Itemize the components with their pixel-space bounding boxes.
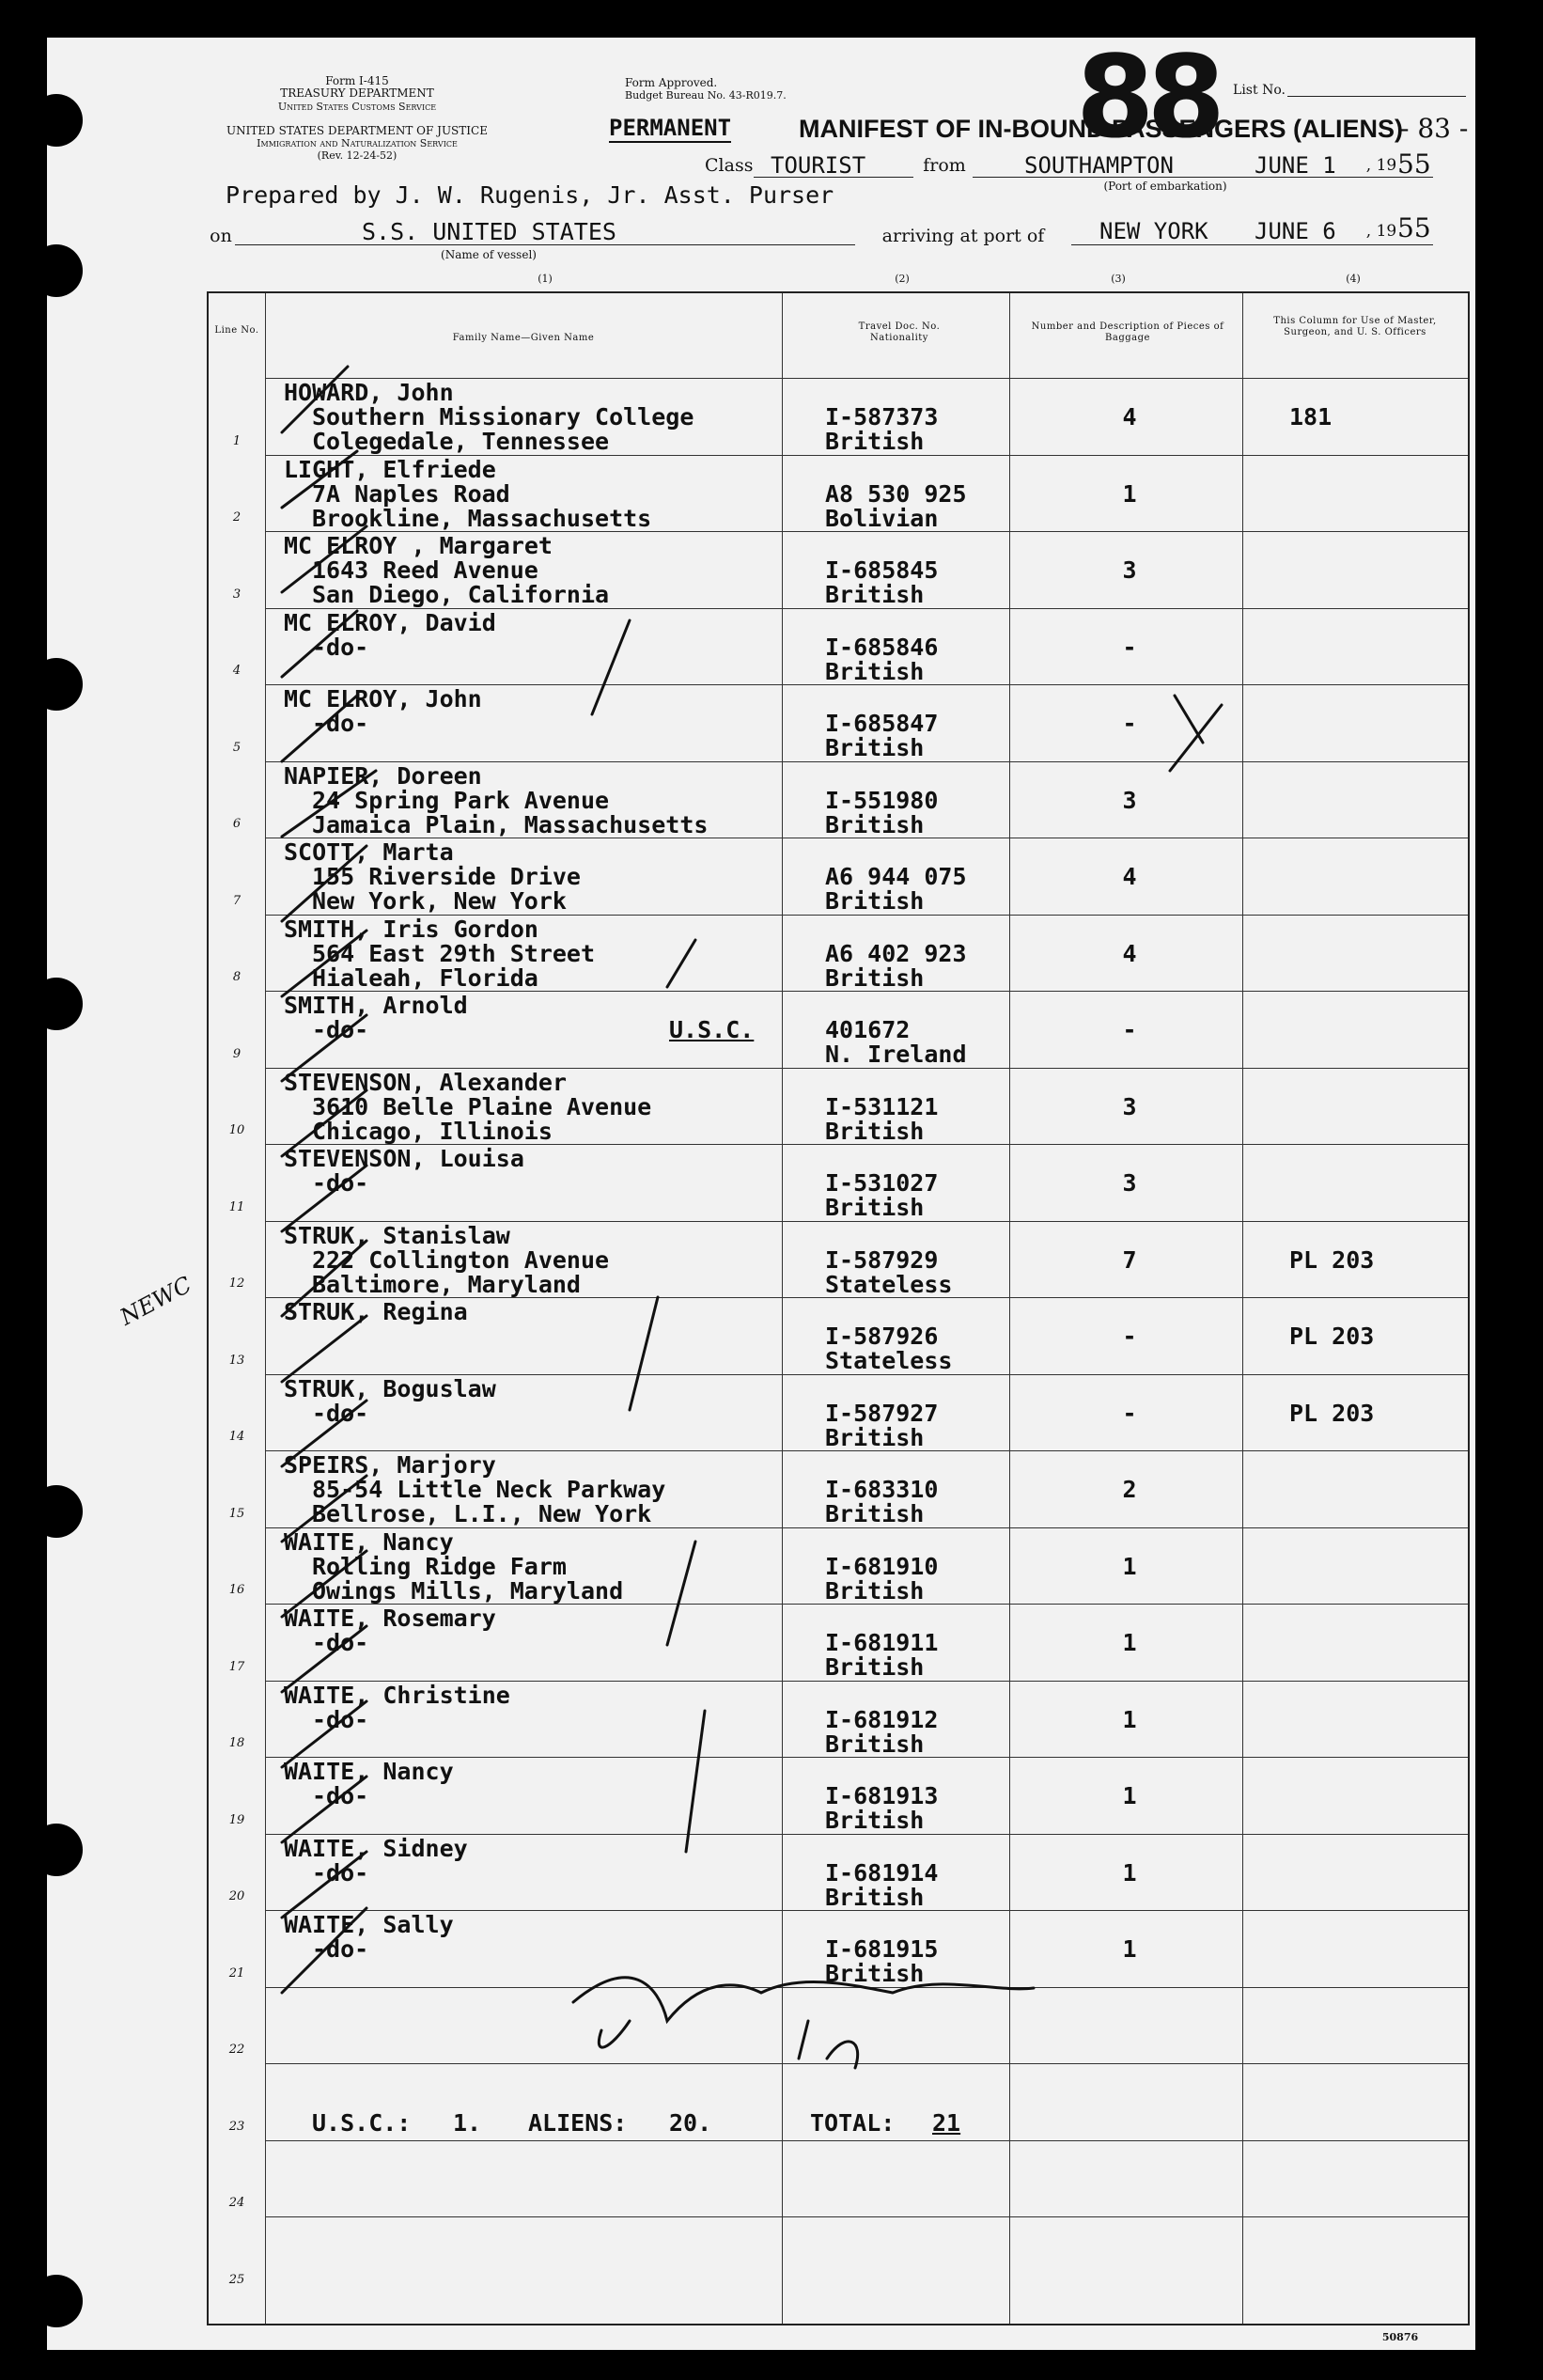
header-travel-doc: Travel Doc. No. Nationality: [858, 321, 941, 343]
nationality: British: [825, 1807, 925, 1834]
address-line-1: 24 Spring Park Avenue: [312, 786, 610, 814]
col-num-4: (4): [1346, 273, 1361, 285]
nationality: British: [825, 1653, 925, 1681]
baggage-count: 3: [1122, 786, 1137, 814]
page-number: - 83 -: [1400, 113, 1469, 144]
address-line-1: -do-: [312, 1858, 369, 1887]
officer-note: PL 203: [1289, 1245, 1375, 1274]
nationality: British: [825, 1194, 925, 1221]
line-number: 10: [228, 1123, 245, 1137]
header-baggage: Number and Description of Pieces of Baggage: [1031, 321, 1224, 343]
address-line-1: 155 Riverside Drive: [312, 863, 581, 890]
baggage-count: 2: [1122, 1476, 1137, 1503]
address-line-1: -do-: [312, 1629, 369, 1656]
baggage-count: 3: [1122, 1169, 1137, 1197]
address-line-2: Owings Mills, Maryland: [312, 1576, 624, 1605]
manifest-title: MANIFEST OF IN-BOUND PASSENGERS (ALIENS): [799, 115, 1404, 143]
passenger-name: HOWARD, John: [284, 379, 454, 406]
address-line-1: Southern Missionary College: [312, 403, 694, 431]
passenger-name: STEVENSON, Alexander: [284, 1068, 568, 1096]
address-line-1: 1643 Reed Avenue: [312, 556, 538, 584]
nationality: British: [825, 1730, 925, 1758]
passenger-name: STEVENSON, Louisa: [284, 1145, 524, 1172]
address-line-2: San Diego, California: [312, 581, 610, 608]
baggage-count: -: [1122, 633, 1137, 661]
dept-treasury: TREASURY DEPARTMENT: [280, 86, 434, 100]
address-line-2: Chicago, Illinois: [312, 1117, 553, 1145]
address-line-2: Jamaica Plain, Massachusetts: [312, 810, 709, 838]
baggage-count: 1: [1122, 1782, 1137, 1809]
line-number: 24: [228, 2196, 245, 2210]
baggage-count: -: [1122, 1399, 1137, 1427]
totals-total-value: 21: [932, 2109, 961, 2137]
travel-doc-number: A6 944 075: [825, 863, 967, 890]
class-label: Class: [705, 155, 754, 176]
line-number: 5: [232, 740, 242, 755]
address-line-1: -do-: [312, 710, 369, 737]
nationality: British: [825, 1117, 925, 1145]
vessel-name: S.S. UNITED STATES: [362, 218, 616, 245]
list-no-label: List No.: [1233, 83, 1286, 98]
nationality: British: [825, 581, 925, 608]
address-line-2: Hialeah, Florida: [312, 963, 538, 992]
usc-marker: U.S.C.: [669, 1016, 755, 1043]
arriving-label: arriving at port of: [881, 226, 1045, 246]
address-line-1: -do-: [312, 1399, 369, 1427]
line-number: 2: [232, 510, 242, 525]
line-number: 22: [228, 2043, 245, 2057]
dept-customs: United States Customs Service: [277, 101, 437, 113]
passenger-name: LIGHT, Elfriede: [284, 455, 496, 483]
travel-doc-number: A6 402 923: [825, 939, 967, 967]
from-date: JUNE 1: [1255, 152, 1336, 179]
nationality: Stateless: [825, 1270, 953, 1298]
passenger-name: MC ELROY, John: [284, 685, 482, 712]
col-num-2: (2): [895, 273, 910, 285]
address-line-2: Brookline, Massachusetts: [312, 504, 652, 532]
line-number: 18: [228, 1736, 245, 1750]
col-num-3: (3): [1111, 273, 1126, 285]
nationality: N. Ireland: [825, 1041, 967, 1068]
travel-doc-number: I-587373: [825, 403, 939, 431]
passenger-name: WAITE, Nancy: [284, 1758, 454, 1785]
passenger-name: WAITE, Sidney: [284, 1834, 468, 1862]
passenger-name: MC ELROY , Margaret: [284, 532, 553, 559]
totals-total-label: TOTAL:: [810, 2109, 896, 2137]
address-line-2: Baltimore, Maryland: [312, 1270, 581, 1298]
line-number: 3: [232, 587, 242, 602]
dept-ins: Immigration and Naturalization Service: [257, 137, 458, 149]
nationality: British: [825, 1960, 925, 1987]
baggage-count: 1: [1122, 1935, 1137, 1963]
baggage-count: 7: [1122, 1245, 1137, 1274]
travel-doc-number: I-681910: [825, 1552, 939, 1580]
address-line-1: 222 Collington Avenue: [312, 1245, 610, 1274]
address-line-1: -do-: [312, 1782, 369, 1809]
line-number: 19: [228, 1812, 245, 1827]
passenger-name: SMITH, Arnold: [284, 992, 468, 1019]
baggage-count: 1: [1122, 1629, 1137, 1656]
arrival-date: JUNE 6: [1255, 218, 1336, 244]
header-officers: This Column for Use of Master, Surgeon, and U. S. Officers: [1273, 316, 1437, 337]
form-approved: Form Approved.: [625, 76, 718, 89]
line-number: 6: [232, 817, 242, 831]
totals-aliens-label: ALIENS:: [528, 2109, 628, 2137]
from-year: 55: [1397, 149, 1431, 180]
address-line-2: Bellrose, L.I., New York: [312, 1500, 652, 1527]
officer-note: PL 203: [1289, 1399, 1375, 1427]
totals-usc-label: U.S.C.:: [312, 2109, 412, 2137]
line-number: 7: [232, 893, 242, 908]
travel-doc-number: I-685845: [825, 556, 939, 584]
travel-doc-number: I-551980: [825, 786, 939, 814]
baggage-count: -: [1122, 710, 1137, 737]
address-line-1: -do-: [312, 1016, 369, 1043]
travel-doc-number: 401672: [825, 1016, 911, 1043]
nationality: Stateless: [825, 1347, 953, 1374]
address-line-1: -do-: [312, 633, 369, 661]
line-number: 25: [228, 2272, 245, 2287]
form-revision: (Rev. 12-24-52): [317, 149, 397, 162]
travel-doc-number: I-587926: [825, 1323, 939, 1350]
line-number: 13: [228, 1353, 245, 1368]
travel-doc-number: I-681914: [825, 1858, 939, 1887]
port-caption: (Port of embarkation): [1103, 180, 1227, 193]
dept-justice: UNITED STATES DEPARTMENT OF JUSTICE: [226, 124, 488, 137]
passenger-name: STRUK, Regina: [284, 1298, 468, 1325]
totals-usc-value: 1.: [453, 2109, 482, 2137]
line-number: 12: [228, 1276, 245, 1291]
travel-doc-number: I-681915: [825, 1935, 939, 1963]
class-value: TOURIST: [771, 152, 866, 179]
arrival-year: 55: [1397, 212, 1431, 243]
baggage-count: 4: [1122, 403, 1137, 431]
permanent-label: PERMANENT: [609, 115, 732, 141]
nationality: British: [825, 1883, 925, 1911]
arrival-year-prefix: , 19: [1365, 222, 1397, 241]
address-line-2: Colegedale, Tennessee: [312, 428, 610, 455]
travel-doc-number: I-531027: [825, 1169, 939, 1197]
baggage-count: 4: [1122, 939, 1137, 967]
passenger-name: SPEIRS, Marjory: [284, 1451, 496, 1479]
baggage-count: 1: [1122, 1552, 1137, 1580]
travel-doc-number: I-531121: [825, 1092, 939, 1120]
baggage-count: 1: [1122, 479, 1137, 508]
address-line-1: -do-: [312, 1169, 369, 1197]
from-port: SOUTHAMPTON: [1024, 152, 1174, 179]
line-number: 9: [232, 1046, 242, 1061]
line-number: 15: [228, 1506, 245, 1521]
line-number: 23: [228, 2119, 245, 2134]
baggage-count: 4: [1122, 863, 1137, 890]
passenger-name: SMITH, Iris Gordon: [284, 915, 538, 943]
nationality: British: [825, 963, 925, 992]
big-stamp-number: 88: [1076, 33, 1218, 164]
address-line-1: Rolling Ridge Farm: [312, 1552, 567, 1580]
passenger-name: WAITE, Rosemary: [284, 1605, 496, 1632]
line-number: 14: [228, 1430, 245, 1444]
from-year-prefix: , 19: [1365, 156, 1397, 175]
travel-doc-number: A8 530 925: [825, 479, 967, 508]
passenger-name: STRUK, Boguslaw: [284, 1374, 496, 1402]
passenger-name: MC ELROY, David: [284, 608, 496, 636]
passenger-name: NAPIER, Doreen: [284, 761, 482, 790]
manifest-page: [47, 33, 1475, 2350]
address-line-1: -do-: [312, 1705, 369, 1733]
header-name: Family Name—Given Name: [452, 333, 595, 343]
footer-code: 50876: [1381, 2331, 1419, 2343]
baggage-count: 1: [1122, 1705, 1137, 1733]
nationality: British: [825, 810, 925, 838]
baggage-count: 1: [1122, 1858, 1137, 1887]
nationality: British: [825, 1500, 925, 1527]
address-line-1: 3610 Belle Plaine Avenue: [312, 1092, 652, 1120]
line-number: 4: [232, 664, 242, 678]
travel-doc-number: I-587927: [825, 1399, 939, 1427]
baggage-count: 3: [1122, 556, 1137, 584]
line-number: 21: [228, 1965, 245, 1981]
col-num-1: (1): [538, 273, 553, 285]
budget-bureau: Budget Bureau No. 43-R019.7.: [625, 89, 787, 102]
line-number: 17: [228, 1659, 245, 1674]
nationality: British: [825, 887, 925, 915]
prepared-by: Prepared by J. W. Rugenis, Jr. Asst. Purser: [226, 181, 834, 209]
travel-doc-number: I-681911: [825, 1629, 939, 1656]
line-number: 16: [228, 1583, 245, 1597]
passenger-name: WAITE, Sally: [284, 1911, 454, 1938]
travel-doc-number: I-587929: [825, 1245, 939, 1274]
nationality: British: [825, 657, 925, 685]
travel-doc-number: I-685846: [825, 633, 939, 661]
nationality: British: [825, 428, 925, 455]
address-line-1: 7A Naples Road: [312, 479, 510, 508]
passenger-name: STRUK, Stanislaw: [284, 1221, 510, 1249]
nationality: British: [825, 1576, 925, 1605]
form-id: Form I-415: [325, 74, 389, 87]
passenger-name: SCOTT, Marta: [284, 838, 454, 866]
line-number: 20: [228, 1889, 245, 1903]
baggage-count: 3: [1122, 1092, 1137, 1120]
vessel-caption: (Name of vessel): [441, 248, 537, 261]
travel-doc-number: I-681913: [825, 1782, 939, 1809]
nationality: Bolivian: [825, 504, 939, 532]
travel-doc-number: I-683310: [825, 1476, 939, 1503]
travel-doc-number: I-685847: [825, 710, 939, 737]
nationality: British: [825, 1423, 925, 1451]
passenger-name: WAITE, Nancy: [284, 1527, 454, 1556]
baggage-count: -: [1122, 1016, 1137, 1043]
officer-note: 181: [1289, 403, 1333, 431]
from-label: from: [923, 155, 966, 176]
baggage-count: -: [1122, 1323, 1137, 1350]
address-line-1: -do-: [312, 1935, 369, 1963]
travel-doc-number: I-681912: [825, 1705, 939, 1733]
arrival-port: NEW YORK: [1099, 218, 1208, 244]
line-number: 8: [232, 970, 242, 984]
address-line-2: New York, New York: [312, 887, 567, 915]
margin-note: NEWC: [116, 1271, 196, 1331]
address-line-1: 85-54 Little Neck Parkway: [312, 1476, 666, 1503]
address-line-1: 564 East 29th Street: [312, 939, 596, 967]
officer-note: PL 203: [1289, 1323, 1375, 1350]
line-number: 1: [232, 433, 242, 448]
handwritten-marks: [47, 38, 1475, 2350]
on-label: on: [210, 226, 232, 246]
totals-aliens-value: 20.: [669, 2109, 712, 2137]
line-number: 11: [228, 1199, 245, 1214]
nationality: British: [825, 734, 925, 761]
header-line-no: Line No.: [214, 325, 259, 336]
passenger-name: WAITE, Christine: [284, 1681, 510, 1709]
